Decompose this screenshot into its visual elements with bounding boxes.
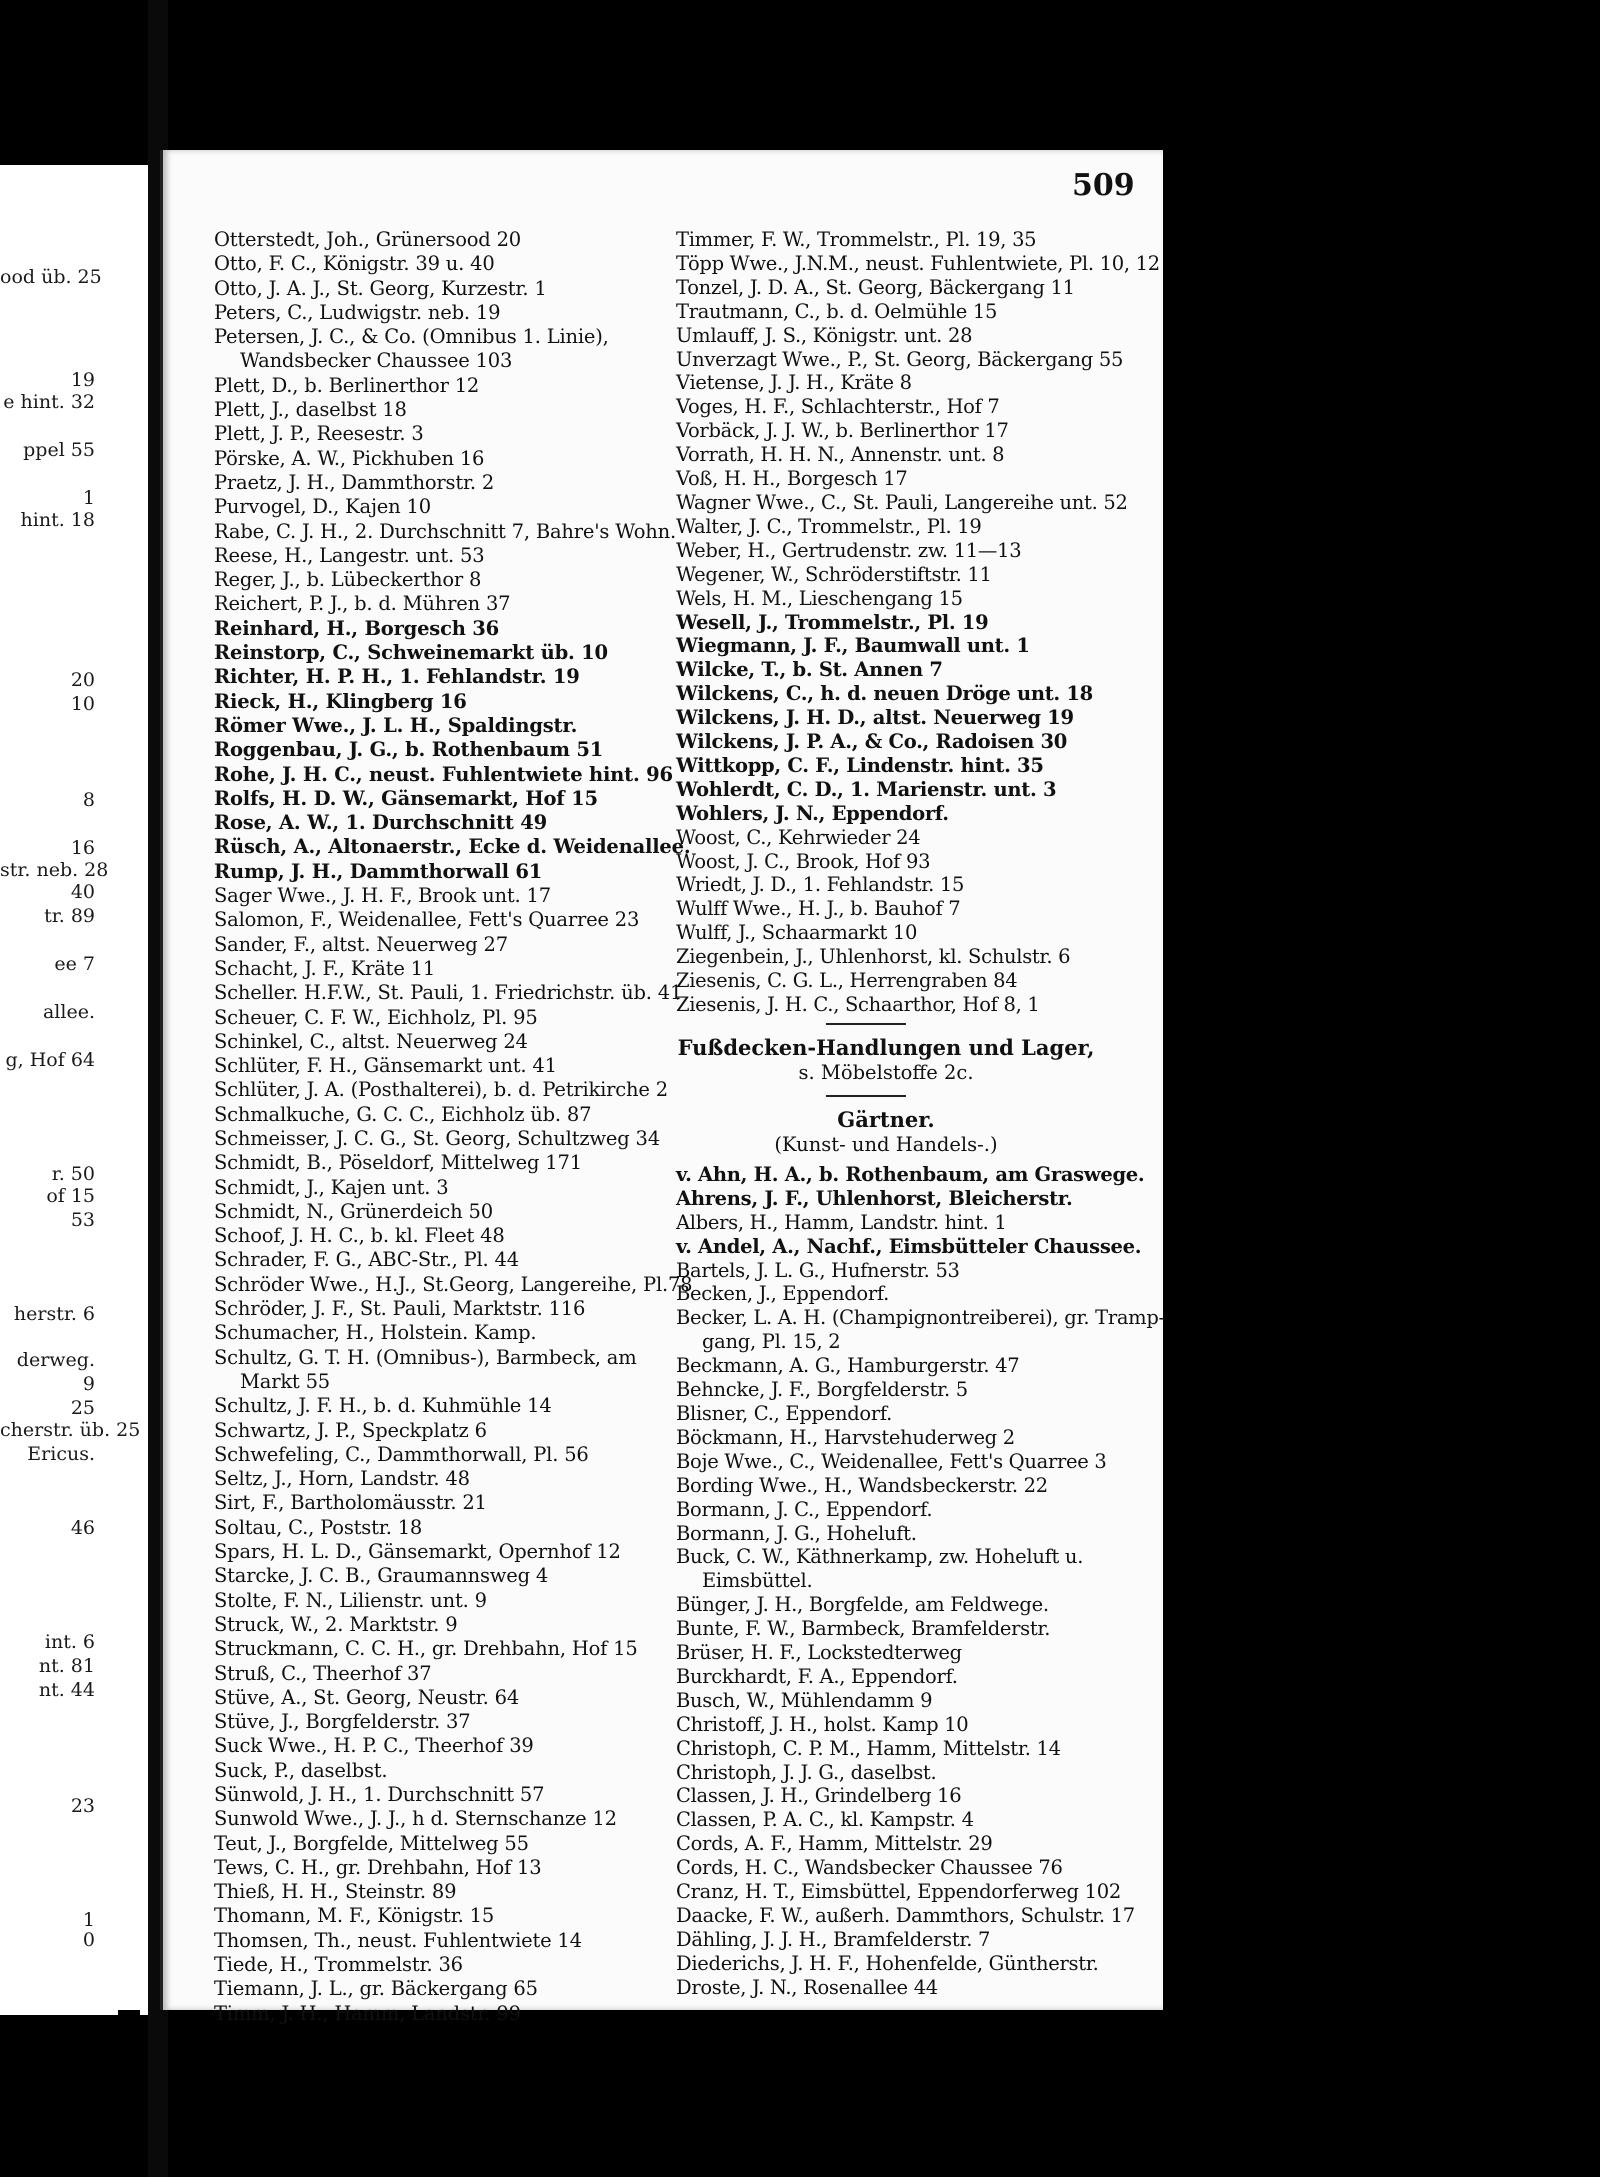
- left-fragment: hint. 18: [20, 509, 95, 531]
- directory-entry: Reinhard, H., Borgesch 36: [214, 616, 500, 640]
- directory-entry: Struck, W., 2. Marktstr. 9: [214, 1612, 458, 1636]
- scan-edge-top: [120, 0, 140, 180]
- directory-entry: Eimsbüttel.: [702, 1569, 813, 1593]
- directory-entry: Tonzel, J. D. A., St. Georg, Bäckergang 11: [676, 275, 1075, 299]
- directory-entry: Pörske, A. W., Pickhuben 16: [214, 446, 485, 470]
- directory-entry: Albers, H., Hamm, Landstr. hint. 1: [676, 1210, 1007, 1234]
- scan-edge-bottom: [118, 2010, 140, 2177]
- left-fragment: herstr. 6: [13, 1303, 95, 1325]
- directory-entry: Wilckens, C., h. d. neuen Dröge unt. 18: [676, 682, 1093, 706]
- directory-entry: Ahrens, J. F., Uhlenhorst, Bleicherstr.: [676, 1186, 1073, 1210]
- directory-entry: Wohlers, J. N., Eppendorf.: [676, 801, 949, 825]
- directory-entry: Schultz, G. T. H. (Omnibus-), Barmbeck, am: [214, 1345, 637, 1369]
- directory-entry: Bormann, J. C., Eppendorf.: [676, 1497, 933, 1521]
- directory-entry: Rose, A. W., 1. Durchschnitt 49: [214, 811, 548, 835]
- left-fragment: e hint. 32: [3, 391, 95, 413]
- directory-entry: Schinkel, C., altst. Neuerweg 24: [214, 1029, 528, 1053]
- directory-entry: Wilckens, J. P. A., & Co., Radoisen 30: [676, 730, 1068, 754]
- directory-entry: Struckmann, C. C. H., gr. Drehbahn, Hof 15: [214, 1637, 638, 1661]
- directory-entry: Bünger, J. H., Borgfelde, am Feldwege.: [676, 1593, 1049, 1617]
- left-fragment: 8: [82, 789, 95, 811]
- directory-entry: Schmidt, B., Pöseldorf, Mittelweg 171: [214, 1151, 582, 1175]
- directory-entry: Bormann, J. G., Hoheluft.: [676, 1521, 917, 1545]
- left-fragment: 20: [70, 669, 95, 691]
- directory-entry: Becken, J., Eppendorf.: [676, 1282, 889, 1306]
- directory-entry: Cords, A. F., Hamm, Mittelstr. 29: [676, 1832, 993, 1856]
- section-divider: [826, 1095, 906, 1097]
- directory-entry: Ziegenbein, J., Uhlenhorst, kl. Schulstr. 6: [676, 945, 1071, 969]
- directory-entry: Otterstedt, Joh., Grünersood 20: [214, 228, 521, 251]
- section-divider: [826, 1023, 906, 1025]
- directory-entry: Wandsbecker Chaussee 103: [240, 349, 513, 373]
- left-fragment: 10: [70, 693, 95, 715]
- directory-entry: Scheuer, C. F. W., Eichholz, Pl. 95: [214, 1005, 538, 1029]
- directory-entry: Tiemann, J. L., gr. Bäckergang 65: [214, 1977, 538, 2001]
- left-fragment: 1: [82, 1909, 95, 1931]
- left-fragment: Ericus.: [27, 1443, 95, 1465]
- directory-entry: Woost, C., Kehrwieder 24: [676, 825, 921, 849]
- directory-entry: Bording Wwe., H., Wandsbeckerstr. 22: [676, 1473, 1048, 1497]
- directory-entry: Vietense, J. J. H., Kräte 8: [676, 371, 912, 395]
- directory-entry: Peters, C., Ludwigstr. neb. 19: [214, 300, 501, 324]
- directory-entry: Sunwold Wwe., J. J., h d. Sternschanze 12: [214, 1807, 617, 1831]
- directory-entry: Busch, W., Mühlendamm 9: [676, 1688, 933, 1712]
- left-fragment: tr. 89: [44, 905, 95, 927]
- directory-entry: Stüve, J., Borgfelderstr. 37: [214, 1710, 471, 1734]
- directory-entry: Rabe, C. J. H., 2. Durchschnitt 7, Bahre's Wohn.: [214, 519, 676, 543]
- directory-entry: Wegener, W., Schröderstiftstr. 11: [676, 562, 992, 586]
- directory-entry: Daacke, F. W., außerh. Dammthors, Schulstr. 17: [676, 1904, 1135, 1927]
- directory-entry: Unverzagt Wwe., P., St. Georg, Bäckergang 55: [676, 347, 1124, 371]
- left-fragment: 16: [70, 837, 95, 859]
- left-fragment: g, Hof 64: [5, 1049, 95, 1071]
- section-subline-fussdecken: s. Möbelstoffe 2c.: [798, 1060, 974, 1084]
- directory-entry: Seltz, J., Horn, Landstr. 48: [214, 1467, 470, 1491]
- directory-entry: Voges, H. F., Schlachterstr., Hof 7: [676, 395, 1000, 419]
- column-1: [214, 228, 693, 2026]
- directory-entry: Trautmann, C., b. d. Oelmühle 15: [676, 299, 998, 323]
- directory-entry: Sander, F., altst. Neuerweg 27: [214, 932, 508, 956]
- directory-entry: Rohe, J. H. C., neust. Fuhlentwiete hint. 96: [214, 762, 673, 786]
- directory-entry: Scheller. H.F.W., St. Pauli, 1. Friedrichstr. üb. 41: [214, 981, 683, 1005]
- directory-entry: Wiegmann, J. F., Baumwall unt. 1: [676, 634, 1030, 658]
- directory-entry: Schröder, J. F., St. Pauli, Marktstr. 116: [214, 1297, 586, 1321]
- directory-entry: Schlüter, F. H., Gänsemarkt unt. 41: [214, 1054, 557, 1078]
- directory-entry: Christoph, C. P. M., Hamm, Mittelstr. 14: [676, 1736, 1061, 1760]
- column-2: [676, 228, 1165, 2000]
- directory-entry: Reger, J., b. Lübeckerthor 8: [214, 568, 482, 592]
- directory-entry: Spars, H. L. D., Gänsemarkt, Opernhof 12: [214, 1540, 621, 1564]
- directory-entry: Classen, J. H., Grindelberg 16: [676, 1784, 962, 1808]
- left-fragment: int. 6: [44, 1631, 95, 1653]
- left-fragment: ood üb. 25: [0, 266, 102, 288]
- directory-entry: Brüser, H. F., Lockstedterweg: [676, 1641, 962, 1665]
- directory-entry: Schumacher, H., Holstein. Kamp.: [214, 1321, 537, 1345]
- left-fragment: str. neb. 28: [0, 859, 109, 881]
- directory-entry: Praetz, J. H., Dammthorstr. 2: [214, 470, 495, 494]
- directory-entry: Schwartz, J. P., Speckplatz 6: [214, 1418, 487, 1442]
- left-fragment: nt. 44: [38, 1679, 95, 1701]
- page-number: 509: [1072, 168, 1135, 203]
- directory-entry: Plett, J., daselbst 18: [214, 398, 407, 422]
- directory-entry: Wittkopp, C. F., Lindenstr. hint. 35: [676, 753, 1044, 777]
- directory-entry: Woost, J. C., Brook, Hof 93: [676, 849, 931, 873]
- directory-entry: Salomon, F., Weidenallee, Fett's Quarree 23: [214, 908, 640, 932]
- directory-entry: Voß, H. H., Borgesch 17: [676, 467, 908, 491]
- directory-entry: Umlauff, J. S., Königstr. unt. 28: [676, 323, 973, 347]
- directory-entry: v. Andel, A., Nachf., Eimsbütteler Chaussee.: [676, 1234, 1142, 1258]
- directory-entry: Wilcke, T., b. St. Annen 7: [676, 658, 943, 682]
- directory-entry: Wagner Wwe., C., St. Pauli, Langereihe unt. 52: [676, 490, 1128, 514]
- directory-entry: Rump, J. H., Dammthorwall 61: [214, 859, 543, 883]
- directory-entry: Walter, J. C., Trommelstr., Pl. 19: [676, 514, 982, 538]
- directory-entry: Schoof, J. H. C., b. kl. Fleet 48: [214, 1224, 505, 1248]
- left-fragment: allee.: [42, 1001, 95, 1023]
- directory-entry: Teut, J., Borgfelde, Mittelweg 55: [214, 1831, 529, 1855]
- left-fragment: r. 50: [51, 1163, 95, 1185]
- section-subline-gaertner: (Kunst- und Handels-.): [774, 1132, 998, 1156]
- left-fragment: ppel 55: [23, 439, 95, 461]
- directory-entry: Roggenbau, J. G., b. Rothenbaum 51: [214, 738, 604, 762]
- directory-entry: Schrader, F. G., ABC-Str., Pl. 44: [214, 1248, 519, 1272]
- directory-entry: Wulff Wwe., H. J., b. Bauhof 7: [676, 897, 961, 921]
- directory-entry: Böckmann, H., Harvstehuderweg 2: [676, 1425, 1015, 1449]
- directory-entry: Wesell, J., Trommelstr., Pl. 19: [676, 610, 989, 634]
- left-fragment: ee 7: [54, 953, 95, 975]
- directory-entry: Richter, H. P. H., 1. Fehlandstr. 19: [214, 665, 580, 689]
- directory-entry: Christoph, J. J. G., daselbst.: [676, 1760, 937, 1784]
- left-fragment: 46: [70, 1517, 95, 1539]
- directory-entry: Schlüter, J. A. (Posthalterei), b. d. Petrikirche 2: [214, 1078, 668, 1102]
- directory-entry: Stüve, A., St. Georg, Neustr. 64: [214, 1685, 520, 1709]
- directory-entry: Sirt, F., Bartholomäusstr. 21: [214, 1491, 487, 1515]
- left-fragment: 9: [82, 1373, 95, 1395]
- directory-entry: Sager Wwe., J. H. F., Brook unt. 17: [214, 884, 551, 908]
- directory-entry: Rolfs, H. D. W., Gänsemarkt, Hof 15: [214, 786, 598, 810]
- directory-entry: Droste, J. N., Rosenallee 44: [676, 1975, 938, 1999]
- directory-entry: Bartels, J. L. G., Hufnerstr. 53: [676, 1258, 960, 1282]
- directory-entry: Schmeisser, J. C. G., St. Georg, Schultzweg 34: [214, 1126, 660, 1150]
- directory-entry: Burckhardt, F. A., Eppendorf.: [676, 1664, 958, 1688]
- directory-entry: Behncke, J. F., Borgfelderstr. 5: [676, 1378, 968, 1402]
- directory-entry: Schröder Wwe., H.J., St.Georg, Langereihe, Pl.78: [214, 1272, 693, 1296]
- directory-entry: Rieck, H., Klingberg 16: [214, 689, 467, 713]
- directory-entry: Cranz, H. T., Eimsbüttel, Eppendorferweg 102: [676, 1880, 1121, 1904]
- directory-entry: Wulff, J., Schaarmarkt 10: [676, 921, 918, 945]
- directory-entry: Timm, J. H., Hamm, Landstr. 99: [214, 2001, 521, 2025]
- directory-entry: Boje Wwe., C., Weidenallee, Fett's Quarree 3: [676, 1449, 1107, 1473]
- directory-entry: Schmidt, J., Kajen unt. 3: [214, 1175, 449, 1199]
- directory-entry: Wohlerdt, C. D., 1. Marienstr. unt. 3: [676, 777, 1057, 801]
- directory-entry: Suck, P., daselbst.: [214, 1758, 388, 1782]
- directory-entry: Struß, C., Theerhof 37: [214, 1661, 432, 1685]
- left-fragment: nt. 81: [38, 1655, 95, 1677]
- directory-entry: Schmalkuche, G. C. C., Eichholz üb. 87: [214, 1102, 592, 1126]
- directory-entry: Beckmann, A. G., Hamburgerstr. 47: [676, 1354, 1020, 1378]
- directory-entry: Buck, C. W., Käthnerkamp, zw. Hoheluft u.: [676, 1545, 1084, 1569]
- directory-entry: Töpp Wwe., J.N.M., neust. Fuhlentwiete, Pl. 10, 12: [676, 251, 1160, 275]
- directory-entry: Weber, H., Gertrudenstr. zw. 11—13: [676, 538, 1022, 562]
- directory-entry: Timmer, F. W., Trommelstr., Pl. 19, 35: [676, 228, 1037, 251]
- directory-entry: Thomsen, Th., neust. Fuhlentwiete 14: [214, 1928, 582, 1952]
- directory-entry: Dähling, J. J. H., Bramfelderstr. 7: [676, 1927, 991, 1951]
- directory-entry: Markt 55: [240, 1369, 330, 1393]
- directory-entry: Plett, D., b. Berlinerthor 12: [214, 373, 480, 397]
- directory-entry: Otto, J. A. J., St. Georg, Kurzestr. 1: [214, 276, 547, 300]
- directory-entry: gang, Pl. 15, 2: [702, 1330, 841, 1354]
- directory-entry: Cords, H. C., Wandsbecker Chaussee 76: [676, 1856, 1063, 1880]
- directory-entry: Schacht, J. F., Kräte 11: [214, 956, 436, 980]
- left-fragment: 19: [70, 369, 95, 391]
- directory-entry: Reichert, P. J., b. d. Mühren 37: [214, 592, 511, 616]
- left-fragment: 53: [70, 1209, 95, 1231]
- directory-entry: Tews, C. H., gr. Drehbahn, Hof 13: [214, 1855, 542, 1879]
- directory-entry: Christoff, J. H., holst. Kamp 10: [676, 1712, 969, 1736]
- directory-entry: Schmidt, N., Grünerdeich 50: [214, 1199, 493, 1223]
- left-fragment: 23: [70, 1795, 95, 1817]
- directory-entry: Schultz, J. F. H., b. d. Kuhmühle 14: [214, 1394, 552, 1418]
- directory-entry: Thomann, M. F., Königstr. 15: [214, 1904, 495, 1928]
- directory-entry: Bunte, F. W., Barmbeck, Bramfelderstr.: [676, 1617, 1051, 1641]
- directory-entry: Classen, P. A. C., kl. Kampstr. 4: [676, 1808, 974, 1832]
- directory-entry: v. Ahn, H. A., b. Rothenbaum, am Graswege.: [676, 1162, 1145, 1186]
- left-fragment: 25: [70, 1397, 95, 1419]
- left-fragment: 0: [82, 1929, 95, 1951]
- directory-entry: Wilckens, J. H. D., altst. Neuerweg 19: [676, 706, 1074, 730]
- directory-entry: Reese, H., Langestr. unt. 53: [214, 543, 485, 567]
- directory-entry: Wriedt, J. D., 1. Fehlandstr. 15: [676, 873, 965, 897]
- directory-entry: Reinstorp, C., Schweinemarkt üb. 10: [214, 641, 608, 665]
- left-fragment: of 15: [46, 1185, 95, 1207]
- directory-entry: Schwefeling, C., Dammthorwall, Pl. 56: [214, 1442, 589, 1466]
- directory-entry: Starcke, J. C. B., Graumannsweg 4: [214, 1564, 549, 1588]
- directory-entry: Tiede, H., Trommelstr. 36: [214, 1953, 463, 1977]
- directory-entry: Otto, F. C., Königstr. 39 u. 40: [214, 252, 495, 276]
- directory-entry: Stolte, F. N., Lilienstr. unt. 9: [214, 1588, 487, 1612]
- left-fragment: derweg.: [16, 1349, 95, 1371]
- directory-entry: Römer Wwe., J. L. H., Spaldingstr.: [214, 713, 578, 737]
- directory-entry: Sünwold, J. H., 1. Durchschnitt 57: [214, 1783, 545, 1806]
- section-heading-fussdecken: Fußdecken-Handlungen und Lager,: [677, 1034, 1095, 1060]
- directory-entry: Rüsch, A., Altonaerstr., Ecke d. Weidenallee.: [214, 835, 691, 859]
- section-heading-gaertner: Gärtner.: [837, 1106, 935, 1132]
- directory-entry: Becker, L. A. H. (Champignontreiberei), gr. Tramp-: [676, 1306, 1165, 1330]
- directory-entry: Petersen, J. C., & Co. (Omnibus 1. Linie),: [214, 325, 609, 349]
- directory-entry: Blisner, C., Eppendorf.: [676, 1401, 892, 1425]
- directory-entry: Suck Wwe., H. P. C., Theerhof 39: [214, 1734, 534, 1758]
- left-fragment: 40: [70, 881, 95, 903]
- directory-entry: Ziesenis, C. G. L., Herrengraben 84: [676, 969, 1018, 993]
- directory-entry: Wels, H. M., Lieschengang 15: [676, 586, 963, 610]
- directory-entry: Ziesenis, J. H. C., Schaarthor, Hof 8, 1: [676, 993, 1040, 1016]
- directory-entry: Vorbäck, J. J. W., b. Berlinerthor 17: [676, 419, 1009, 443]
- directory-entry: Purvogel, D., Kajen 10: [214, 495, 431, 519]
- left-fragment: cherstr. üb. 25: [0, 1419, 141, 1441]
- directory-entry: Vorrath, H. H. N., Annenstr. unt. 8: [676, 443, 1005, 467]
- left-fragment: 1: [82, 487, 95, 509]
- directory-entry: Soltau, C., Poststr. 18: [214, 1515, 423, 1539]
- directory-entry: Plett, J. P., Reesestr. 3: [214, 422, 424, 446]
- directory-entry: Thieß, H. H., Steinstr. 89: [214, 1880, 457, 1904]
- directory-entry: Diederichs, J. H. F., Hohenfelde, Güntherstr.: [676, 1951, 1099, 1975]
